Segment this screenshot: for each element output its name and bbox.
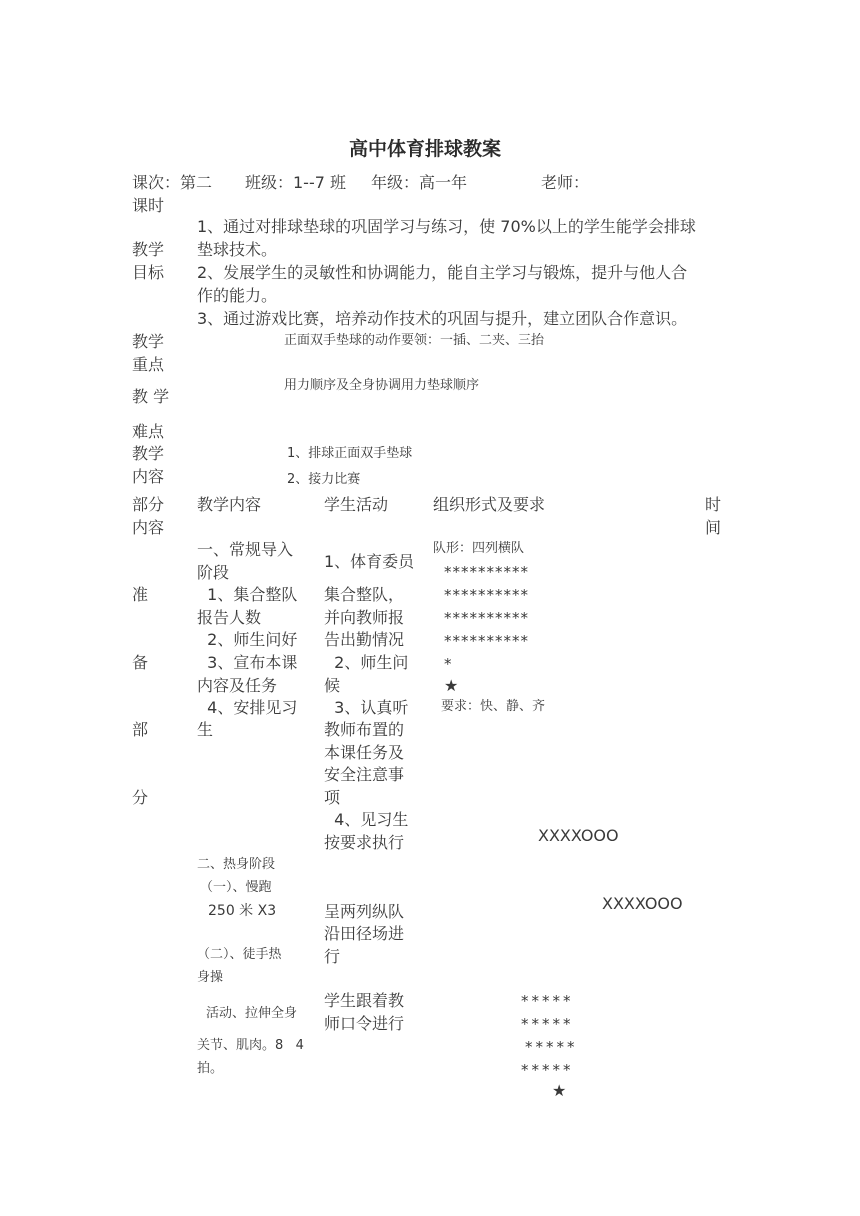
teacher-label: 老师： — [541, 173, 590, 192]
col-header-student: 学生活动 — [324, 495, 389, 514]
teaching-line: 内容及任务 — [197, 676, 278, 695]
warmup-line: 二、热身阶段 — [197, 857, 276, 872]
teaching-line: 4、安排见习 — [197, 698, 298, 717]
col-header-time: 时 — [705, 495, 722, 514]
difficulty-label: 难点 — [132, 422, 165, 441]
teaching-line: 一、常规导入 — [197, 540, 294, 559]
key-point-text: 正面双手垫球的动作要领：一插、二夹、三抬 — [284, 333, 545, 348]
teaching-line: 2、师生问好 — [197, 630, 298, 649]
warmup-activity-line: 沿田径场进 — [324, 924, 405, 943]
requirement-text: 要求：快、静、齐 — [441, 699, 546, 714]
col-header-part: 部分 — [132, 495, 165, 514]
teacher-position-icon: ★ — [552, 1081, 567, 1100]
goals-label: 教学 — [132, 240, 165, 259]
teaching-line: 阶段 — [197, 563, 230, 582]
section-side-char: 准 — [132, 585, 149, 604]
student-activity-line: 项 — [324, 788, 341, 807]
formation-star-row: * — [444, 655, 453, 673]
student-activity-line: 按要求执行 — [324, 833, 405, 852]
student-activity-line: 3、认真听 — [324, 698, 409, 717]
teaching-line: 3、宣布本课 — [197, 653, 298, 672]
warmup-line: 身操 — [197, 970, 224, 985]
content-item: 2、接力比赛 — [287, 472, 361, 487]
formation-star-row: ********** — [444, 586, 529, 604]
lesson-unit: 课时 — [132, 196, 165, 215]
goal-line: 垫球技术。 — [197, 240, 278, 259]
stretch-star-row: ***** — [521, 992, 574, 1010]
section-side-char: 分 — [132, 788, 149, 807]
col-header-teaching: 教学内容 — [197, 495, 262, 514]
student-activity-line: 1、体育委员 — [324, 552, 415, 571]
warmup-line: 活动、拉伸全身 — [206, 1006, 298, 1021]
teaching-line: 生 — [197, 720, 214, 739]
warmup-activity-line: 呈两列纵队 — [324, 902, 405, 921]
warmup-line: （一）、慢跑 — [200, 880, 272, 895]
col-header-part: 内容 — [132, 518, 165, 537]
goal-line: 2、发展学生的灵敏性和协调能力，能自主学习与锻炼，提升与他人合 — [197, 263, 688, 282]
section-side-char: 备 — [132, 653, 149, 672]
formation-star-row: ********** — [444, 563, 529, 581]
grade-label: 年级：高一年 — [371, 173, 468, 192]
content-item: 1、排球正面双手垫球 — [287, 446, 413, 461]
column-formation-row: XXXXOOO — [538, 826, 619, 845]
warmup-line: 拍。 — [197, 1061, 224, 1076]
goal-line: 1、通过对排球垫球的巩固学习与练习，使 70%以上的学生能学会排球 — [197, 217, 696, 236]
difficulty-label: 教 学 — [132, 387, 170, 406]
key-point-label: 教学 — [132, 332, 165, 351]
stretch-star-row: ***** — [521, 1061, 574, 1079]
warmup-line: （二）、徒手热 — [197, 947, 282, 962]
warmup-line: 关节、肌肉。8 4 — [197, 1038, 304, 1053]
student-activity-line: 安全注意事 — [324, 765, 405, 784]
teacher-position-icon: ★ — [444, 676, 459, 695]
teaching-line: 报告人数 — [197, 608, 262, 627]
warmup-line: 250 米 X3 — [208, 903, 277, 919]
page-title: 高中体育排球教案 — [349, 138, 502, 160]
column-formation-row: XXXXOOO — [602, 894, 683, 913]
teaching-line: 1、集合整队 — [197, 585, 298, 604]
student-activity-line: 集合整队， — [324, 585, 405, 604]
student-activity-line: 候 — [324, 676, 341, 695]
col-header-organization: 组织形式及要求 — [433, 495, 546, 514]
key-point-label: 重点 — [132, 355, 165, 374]
formation-label: 队形：四列横队 — [433, 541, 525, 556]
warmup-activity-line: 学生跟着教 — [324, 991, 405, 1010]
student-activity-line: 并向教师报 — [324, 608, 405, 627]
student-activity-line: 4、见习生 — [324, 810, 409, 829]
content-label: 内容 — [132, 467, 165, 486]
student-activity-line: 告出勤情况 — [324, 630, 405, 649]
content-label: 教学 — [132, 444, 165, 463]
section-side-char: 部 — [132, 720, 149, 739]
student-activity-line: 2、师生问 — [324, 653, 409, 672]
col-header-time: 间 — [705, 518, 722, 537]
warmup-activity-line: 行 — [324, 947, 341, 966]
formation-star-row: ********** — [444, 632, 529, 650]
student-activity-line: 本课任务及 — [324, 743, 405, 762]
goals-label: 目标 — [132, 263, 165, 282]
lesson-number: 课次：第二 — [132, 173, 213, 192]
difficulty-text: 用力顺序及全身协调用力垫球顺序 — [284, 378, 480, 393]
goal-line: 作的能力。 — [197, 286, 278, 305]
stretch-star-row: ***** — [521, 1015, 574, 1033]
formation-star-row: ********** — [444, 609, 529, 627]
warmup-activity-line: 师口令进行 — [324, 1014, 405, 1033]
student-activity-line: 教师布置的 — [324, 720, 405, 739]
class-range: 班级：1--7 班 — [245, 173, 346, 192]
stretch-star-row: ***** — [525, 1038, 578, 1056]
goal-line: 3、通过游戏比赛，培养动作技术的巩固与提升，建立团队合作意识。 — [197, 309, 688, 328]
